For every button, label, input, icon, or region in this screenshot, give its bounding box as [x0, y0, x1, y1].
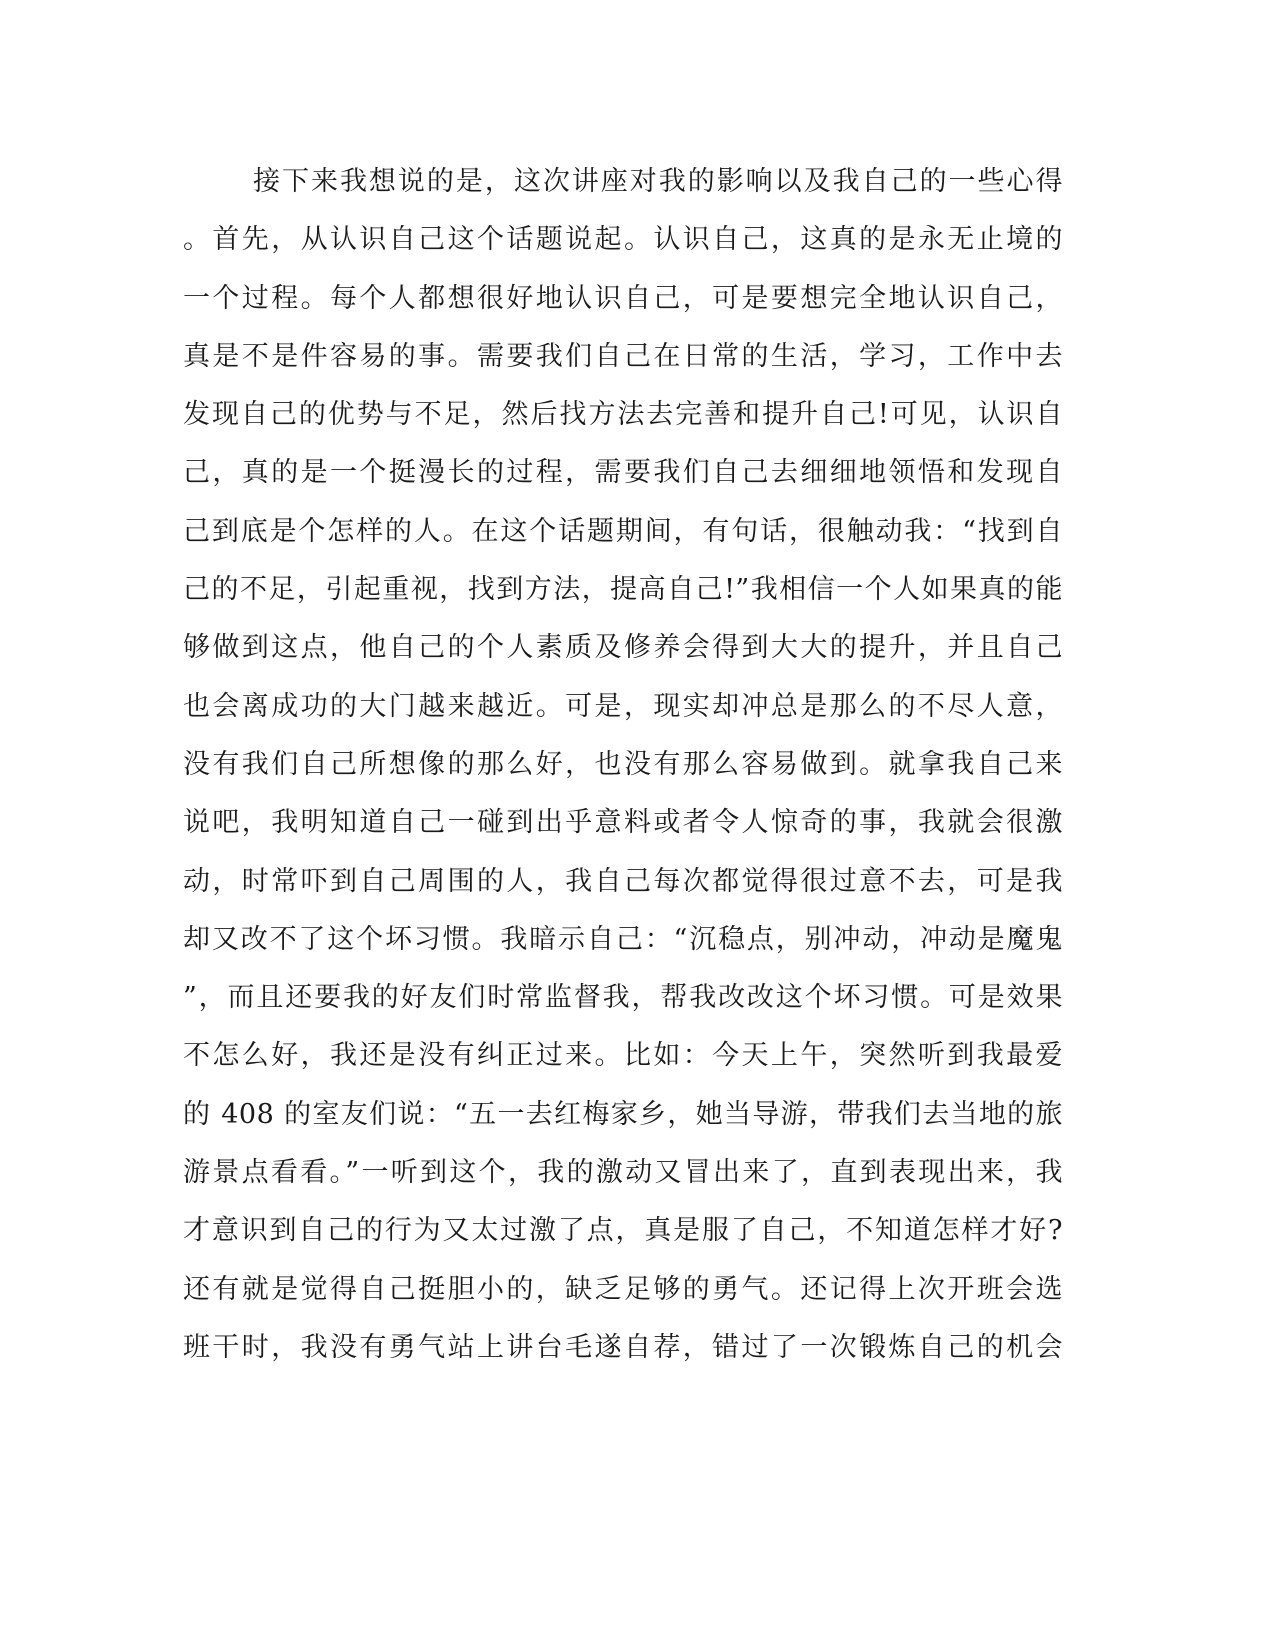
text-line: 一个过程。每个人都想很好地认识自己，可是要想完全地认识自己， [183, 282, 1063, 314]
text-line: 够做到这点，他自己的个人素质及修养会得到大大的提升，并且自己 [183, 632, 1063, 664]
text-line: 也会离成功的大门越来越近。可是，现实却冲总是那么的不尽人意， [183, 690, 1063, 722]
text-line: 游景点看看。”一听到这个，我的激动又冒出来了，直到表现出来，我 [183, 1157, 1063, 1189]
text-line: ”，而且还要我的好友们时常监督我，帮我改改这个坏习惯。可是效果 [183, 982, 1063, 1014]
text-line: 。首先，从认识自己这个话题说起。认识自己，这真的是永无止境的 [183, 224, 1063, 256]
text-line: 发现自己的优势与不足，然后找方法去完善和提升自己!可见，认识自 [183, 399, 1063, 431]
text-line: 己的不足，引起重视，找到方法，提高自己!”我相信一个人如果真的能 [183, 574, 1063, 606]
text-line: 不怎么好，我还是没有纠正过来。比如：今天上午，突然听到我最爱 [183, 1040, 1063, 1072]
text-line: 却又改不了这个坏习惯。我暗示自己：“沉稳点，别冲动，冲动是魔鬼 [183, 923, 1063, 955]
text-line: 还有就是觉得自己挺胆小的，缺乏足够的勇气。还记得上次开班会选 [183, 1273, 1063, 1305]
text-line: 动，时常吓到自己周围的人，我自己每次都觉得很过意不去，可是我 [183, 865, 1063, 897]
text-line: 才意识到自己的行为又太过激了点，真是服了自己，不知道怎样才好? [183, 1215, 1063, 1247]
text-line: 己，真的是一个挺漫长的过程，需要我们自己去细细地领悟和发现自 [183, 457, 1063, 489]
text-line: 说吧，我明知道自己一碰到出乎意料或者令人惊奇的事，我就会很激 [183, 807, 1063, 839]
text-line: 的 408 的室友们说：“五一去红梅家乡，她当导游，带我们去当地的旅 [183, 1098, 1063, 1130]
text-line: 己到底是个怎样的人。在这个话题期间，有句话，很触动我：“找到自 [183, 515, 1063, 547]
body-text [183, 160, 1063, 1384]
text-line: 没有我们自己所想像的那么好，也没有那么容易做到。就拿我自己来 [183, 748, 1063, 780]
text-line: 班干时，我没有勇气站上讲台毛遂自荐，错过了一次锻炼自己的机会 [183, 1331, 1063, 1363]
text-line: 真是不是件容易的事。需要我们自己在日常的生活，学习，工作中去 [183, 340, 1063, 372]
text-line: 接下来我想说的是，这次讲座对我的影响以及我自己的一些心得 [253, 166, 1063, 197]
